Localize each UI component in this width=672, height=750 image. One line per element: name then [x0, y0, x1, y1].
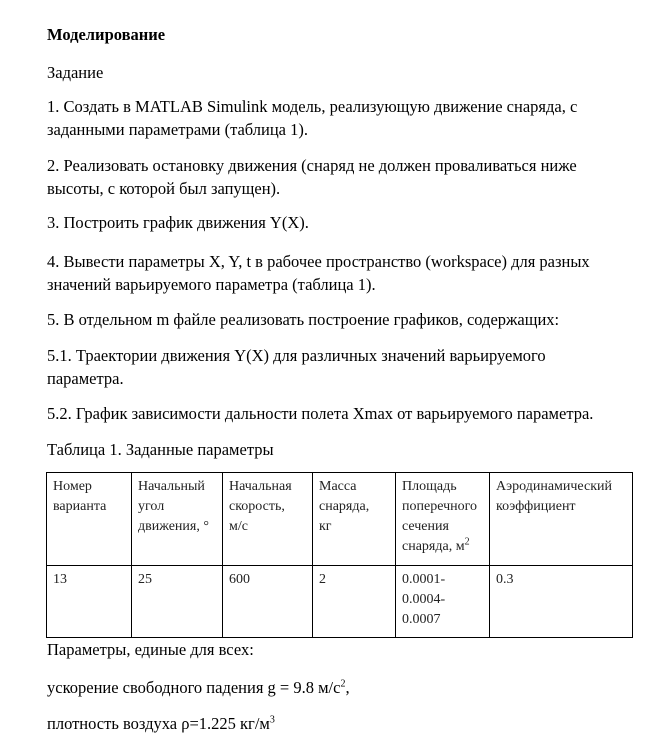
section-heading: Задание [47, 63, 104, 82]
header-aero-line-2: коэффициент [496, 499, 576, 514]
header-variant-line-2: варианта [53, 499, 107, 514]
header-speed-line-2: скорость, [229, 499, 285, 514]
density-text: плотность воздуха ρ=1.225 кг/м [47, 714, 270, 733]
task-3 [47, 211, 309, 234]
cell-area-line-2: 0.0004- [402, 592, 446, 607]
header-angle-line-2: угол [138, 499, 165, 514]
task-5-1-line-1: 5.1. Траектории движения Y(X) для различных значений варьируемого [47, 346, 546, 365]
common-params-heading: Параметры, единые для всех: [47, 640, 254, 659]
table-caption: Таблица 1. Заданные параметры [47, 440, 274, 459]
task-4-line-1: 4. Вывести параметры X, Y, t в рабочее пространство (workspace) для разных [47, 252, 590, 271]
header-mass-line-1: Масса [319, 479, 357, 494]
header-angle-line-1: Начальный [138, 479, 205, 494]
table-row [47, 566, 633, 638]
header-variant [47, 473, 132, 566]
cell-area [396, 566, 490, 638]
header-area-line-2: поперечного [402, 499, 477, 514]
header-mass-line-3: кг [319, 519, 332, 534]
task-2-line-1: 2. Реализовать остановку движения (снаряд не должен проваливаться ниже [47, 156, 577, 175]
header-aero-line-1: Аэродинамический [496, 479, 612, 494]
header-aero-coef [490, 473, 633, 566]
task-5 [47, 308, 559, 331]
gravity-param [47, 676, 350, 699]
table-header-row [47, 473, 633, 566]
gravity-text: ускорение свободного падения g = 9.8 м/с [47, 678, 341, 697]
density-param [47, 712, 275, 735]
header-area-line-1: Площадь [402, 479, 457, 494]
gravity-suffix: , [345, 678, 350, 697]
task-5-line-1: 5. В отдельном m файле реализовать построение графиков, содержащих: [47, 310, 560, 329]
task-2 [47, 154, 577, 200]
header-area-sup: 2 [464, 536, 470, 548]
parameters-table [46, 472, 633, 638]
task-3-line-1: 3. Построить график движения Y(X). [47, 213, 309, 232]
cell-speed: 600 [223, 566, 313, 638]
header-speed-line-1: Начальная [229, 479, 292, 494]
task-1 [47, 95, 577, 141]
document-title: Моделирование [47, 25, 166, 44]
cell-mass: 2 [313, 566, 396, 638]
header-angle-line-3: движения, ° [138, 519, 209, 534]
task-1-line-1: 1. Создать в MATLAB Simulink модель, реализующую движение снаряда, с [47, 97, 578, 116]
task-4-line-2: значений варьируемого параметра (таблица 1). [47, 275, 376, 294]
cell-area-line-3: 0.0007 [402, 612, 441, 627]
cell-angle: 25 [132, 566, 223, 638]
cell-variant: 13 [47, 566, 132, 638]
header-mass-line-2: снаряда, [319, 499, 370, 514]
task-5-1-line-2: параметра. [47, 369, 124, 388]
header-speed-line-3: м/с [229, 519, 248, 534]
task-4 [47, 250, 590, 296]
task-5-2 [47, 402, 593, 425]
header-area-line-4 [402, 537, 483, 557]
task-2-line-2: высоты, с которой был запущен). [47, 179, 281, 198]
header-area [396, 473, 490, 566]
cell-aero-coef: 0.3 [490, 566, 633, 638]
gravity-sup: 2 [340, 678, 346, 690]
density-sup: 3 [269, 714, 275, 726]
cell-area-line-1: 0.0001- [402, 572, 446, 587]
header-angle [132, 473, 223, 566]
task-5-1 [47, 344, 546, 390]
header-area-line-4-text: снаряда, м [402, 539, 465, 554]
header-speed [223, 473, 313, 566]
task-1-line-2: заданными параметрами (таблица 1). [47, 120, 309, 139]
task-5-2-line-1: 5.2. График зависимости дальности полета Xmax от варьируемого параметра. [47, 404, 594, 423]
header-mass [313, 473, 396, 566]
header-variant-line-1: Номер [53, 479, 92, 494]
header-area-line-3: сечения [402, 519, 449, 534]
